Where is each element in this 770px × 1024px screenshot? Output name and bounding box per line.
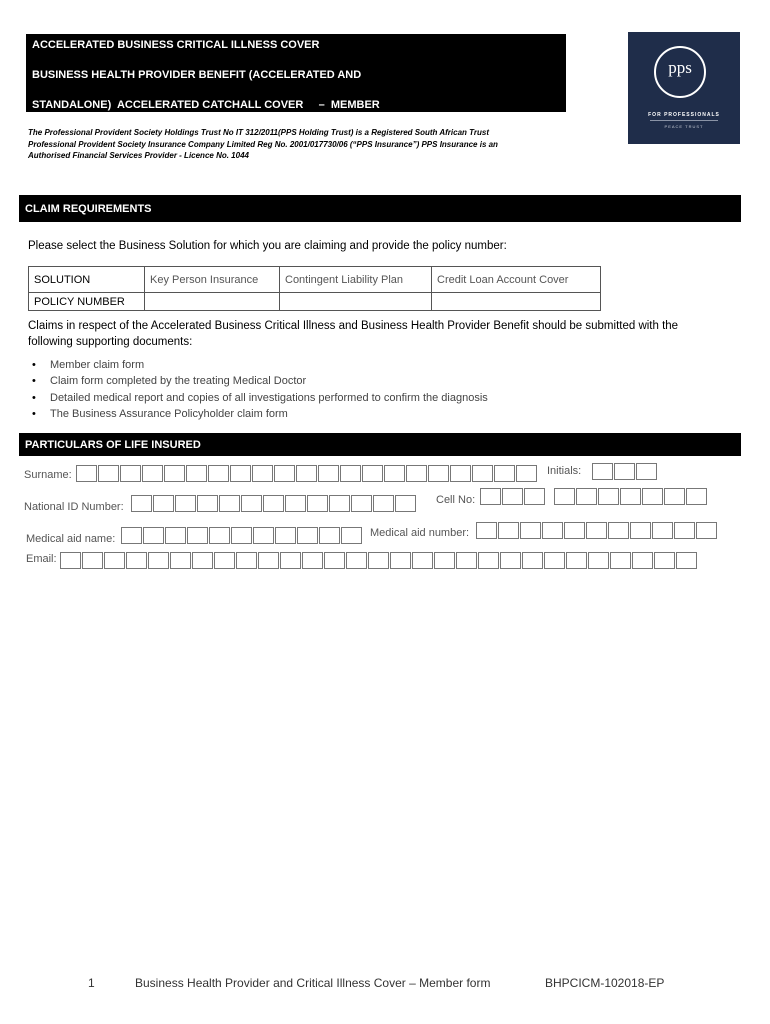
character-box[interactable] xyxy=(143,527,164,544)
initials-label: Initials: xyxy=(547,465,582,477)
character-box[interactable] xyxy=(384,465,405,482)
medical-aid-name-label: Medical aid name: xyxy=(26,533,116,545)
character-box[interactable] xyxy=(120,465,141,482)
character-box[interactable] xyxy=(480,488,501,505)
character-box[interactable] xyxy=(148,552,169,569)
character-box[interactable] xyxy=(676,552,697,569)
character-box[interactable] xyxy=(696,522,717,539)
disclaimer-line-2: Professional Provident Society Insurance Company Limited Reg No. 2001/017730/06 (“PPS Insurance”) PPS Insurance is an xyxy=(28,139,498,149)
character-box[interactable] xyxy=(498,522,519,539)
character-box[interactable] xyxy=(258,552,279,569)
character-box[interactable] xyxy=(390,552,411,569)
character-box[interactable] xyxy=(263,495,284,512)
character-box[interactable] xyxy=(214,552,235,569)
character-box[interactable] xyxy=(674,522,695,539)
option-credit-loan[interactable]: Credit Loan Account Cover xyxy=(432,267,601,293)
character-box[interactable] xyxy=(373,495,394,512)
character-box[interactable] xyxy=(368,552,389,569)
policy-number-label: POLICY NUMBER xyxy=(29,293,145,311)
character-box[interactable] xyxy=(516,465,537,482)
character-box[interactable] xyxy=(192,552,213,569)
list-item: • The Business Assurance Policyholder claim form xyxy=(28,406,488,422)
character-box[interactable] xyxy=(307,495,328,512)
particulars-heading: PARTICULARS OF LIFE INSURED xyxy=(25,438,201,451)
character-box[interactable] xyxy=(636,463,657,480)
character-box[interactable] xyxy=(329,495,350,512)
character-box[interactable] xyxy=(302,552,323,569)
solution-label: SOLUTION xyxy=(29,267,145,293)
character-box[interactable] xyxy=(274,465,295,482)
solution-table xyxy=(28,266,601,311)
character-box[interactable] xyxy=(209,527,230,544)
character-box[interactable] xyxy=(318,465,339,482)
list-item: • Member claim form xyxy=(28,357,488,373)
character-box[interactable] xyxy=(126,552,147,569)
footer-form-title: Business Health Provider and Critical Illness Cover – Member form xyxy=(135,976,491,990)
character-box[interactable] xyxy=(614,463,635,480)
character-box[interactable] xyxy=(324,552,345,569)
character-box[interactable] xyxy=(208,465,229,482)
claims-text: Claims in respect of the Accelerated Business Critical Illness and Business Health Provider Benefit should be submitted with the following supporting documents: xyxy=(28,320,679,348)
cell-no-field-2[interactable] xyxy=(554,488,708,505)
character-box[interactable] xyxy=(494,465,515,482)
particulars-header xyxy=(19,433,741,456)
character-box[interactable] xyxy=(351,495,372,512)
character-box[interactable] xyxy=(434,552,455,569)
character-box[interactable] xyxy=(566,552,587,569)
character-box[interactable] xyxy=(131,495,152,512)
character-box[interactable] xyxy=(642,488,663,505)
character-box[interactable] xyxy=(253,527,274,544)
character-box[interactable] xyxy=(121,527,142,544)
character-box[interactable] xyxy=(576,488,597,505)
character-box[interactable] xyxy=(554,488,575,505)
character-box[interactable] xyxy=(620,488,641,505)
character-box[interactable] xyxy=(472,465,493,482)
character-box[interactable] xyxy=(98,465,119,482)
character-box[interactable] xyxy=(412,552,433,569)
character-box[interactable] xyxy=(362,465,383,482)
character-box[interactable] xyxy=(500,552,521,569)
character-box[interactable] xyxy=(346,552,367,569)
character-box[interactable] xyxy=(502,488,523,505)
disclaimer xyxy=(28,127,548,162)
character-box[interactable] xyxy=(76,465,97,482)
list-item: • Detailed medical report and copies of all investigations performed to confirm the diagnosis xyxy=(28,390,488,406)
character-box[interactable] xyxy=(241,495,262,512)
character-box[interactable] xyxy=(165,527,186,544)
character-box[interactable] xyxy=(544,552,565,569)
title-line-3: STANDALONE) ACCELERATED CATCHALL COVER – MEMBER xyxy=(32,99,380,111)
character-box[interactable] xyxy=(652,522,673,539)
surname-field[interactable] xyxy=(76,465,538,482)
character-box[interactable] xyxy=(610,552,631,569)
character-box[interactable] xyxy=(175,495,196,512)
cell-no-field[interactable] xyxy=(480,488,546,505)
solution-prompt: Please select the Business Solution for which you are claiming and provide the policy number: xyxy=(28,240,507,252)
character-box[interactable] xyxy=(104,552,125,569)
character-box[interactable] xyxy=(586,522,607,539)
claim-requirements-header xyxy=(19,195,741,222)
national-id-label: National ID Number: xyxy=(24,501,124,513)
list-item: • Claim form completed by the treating Medical Doctor xyxy=(28,373,488,389)
disclaimer-line-1: The Professional Provident Society Holdings Trust No IT 312/2011(PPS Holding Trust) is a Registered South African Trust xyxy=(28,128,489,137)
character-box[interactable] xyxy=(340,465,361,482)
medical-aid-name-field[interactable] xyxy=(121,527,363,544)
character-box[interactable] xyxy=(280,552,301,569)
email-field[interactable] xyxy=(60,552,698,569)
character-box[interactable] xyxy=(142,465,163,482)
character-box[interactable] xyxy=(406,465,427,482)
page-number: 1 xyxy=(88,976,95,990)
character-box[interactable] xyxy=(395,495,416,512)
character-box[interactable] xyxy=(285,495,306,512)
character-box[interactable] xyxy=(341,527,362,544)
surname-label: Surname: xyxy=(24,469,72,481)
logo-subtagline: PEACE TRUST xyxy=(664,124,704,129)
cell-no-label: Cell No: xyxy=(436,494,476,506)
character-box[interactable] xyxy=(476,522,497,539)
character-box[interactable] xyxy=(197,495,218,512)
character-box[interactable] xyxy=(478,552,499,569)
title-line-2: BUSINESS HEALTH PROVIDER BENEFIT (ACCELERATED AND xyxy=(32,69,362,81)
character-box[interactable] xyxy=(230,465,251,482)
character-box[interactable] xyxy=(450,465,471,482)
character-box[interactable] xyxy=(275,527,296,544)
policy-number-credit-loan[interactable] xyxy=(432,293,601,311)
character-box[interactable] xyxy=(686,488,707,505)
character-box[interactable] xyxy=(153,495,174,512)
character-box[interactable] xyxy=(297,527,318,544)
character-box[interactable] xyxy=(608,522,629,539)
character-box[interactable] xyxy=(82,552,103,569)
logo-divider xyxy=(650,120,718,121)
footer-form-code: BHPCICM-102018-EP xyxy=(545,976,665,990)
character-box[interactable] xyxy=(542,522,563,539)
character-box[interactable] xyxy=(598,488,619,505)
character-box[interactable] xyxy=(630,522,651,539)
character-box[interactable] xyxy=(520,522,541,539)
claim-requirements-heading: CLAIM REQUIREMENTS xyxy=(25,202,152,215)
documents-list xyxy=(28,357,488,422)
character-box[interactable] xyxy=(296,465,317,482)
character-box[interactable] xyxy=(170,552,191,569)
character-box[interactable] xyxy=(456,552,477,569)
policy-number-contingent-liability[interactable] xyxy=(280,293,432,311)
character-box[interactable] xyxy=(664,488,685,505)
title-banner xyxy=(26,34,566,112)
initials-field[interactable] xyxy=(592,463,658,480)
character-box[interactable] xyxy=(231,527,252,544)
email-label: Email: xyxy=(26,553,57,565)
character-box[interactable] xyxy=(522,552,543,569)
option-key-person[interactable]: Key Person Insurance xyxy=(145,267,280,293)
character-box[interactable] xyxy=(592,463,613,480)
disclaimer-line-3: Authorised Financial Services Provider - Licence No. 1044 xyxy=(28,151,249,160)
character-box[interactable] xyxy=(219,495,240,512)
character-box[interactable] xyxy=(319,527,340,544)
character-box[interactable] xyxy=(236,552,257,569)
character-box[interactable] xyxy=(164,465,185,482)
character-box[interactable] xyxy=(186,465,207,482)
character-box[interactable] xyxy=(632,552,653,569)
character-box[interactable] xyxy=(60,552,81,569)
title-line-1: ACCELERATED BUSINESS CRITICAL ILLNESS COVER xyxy=(32,39,320,51)
character-box[interactable] xyxy=(654,552,675,569)
character-box[interactable] xyxy=(524,488,545,505)
character-box[interactable] xyxy=(252,465,273,482)
logo-mark: pps xyxy=(668,58,692,77)
character-box[interactable] xyxy=(588,552,609,569)
character-box[interactable] xyxy=(564,522,585,539)
character-box[interactable] xyxy=(187,527,208,544)
medical-aid-number-field[interactable] xyxy=(476,522,718,539)
pps-logo xyxy=(628,32,740,144)
medical-aid-number-label: Medical aid number: xyxy=(370,527,470,539)
character-box[interactable] xyxy=(428,465,449,482)
national-id-field[interactable] xyxy=(131,495,417,512)
policy-number-key-person[interactable] xyxy=(145,293,280,311)
option-contingent-liability[interactable]: Contingent Liability Plan xyxy=(280,267,432,293)
logo-tagline: FOR PROFESSIONALS xyxy=(648,112,720,118)
